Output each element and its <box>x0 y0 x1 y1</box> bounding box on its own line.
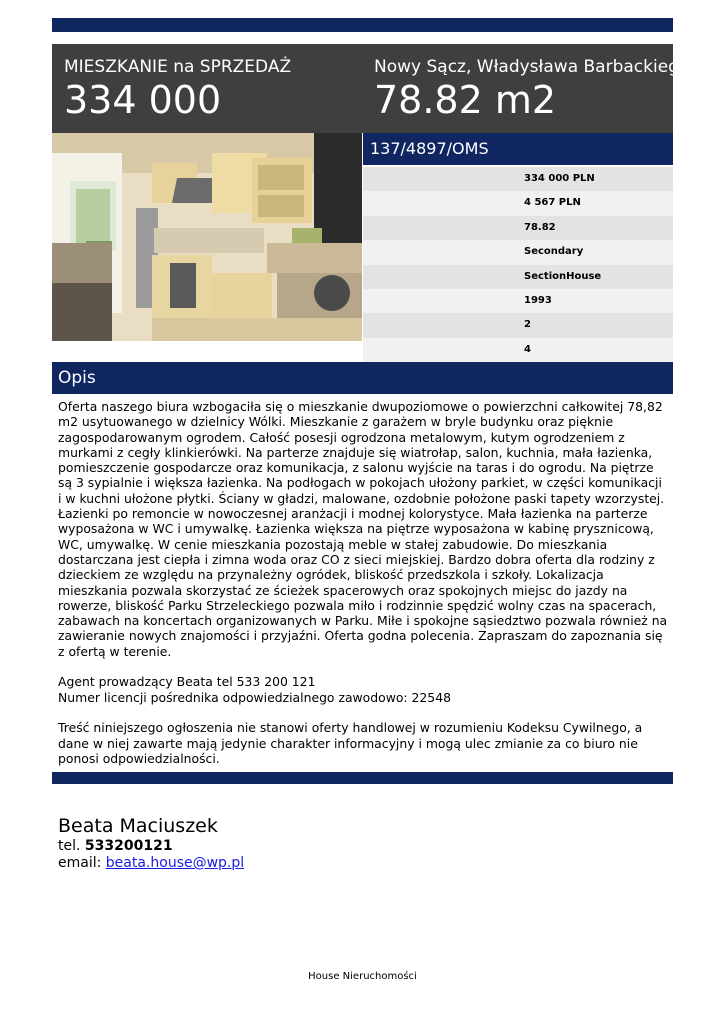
spec-price-total: 334 000 PLN <box>363 167 673 191</box>
phone-number: 533200121 <box>84 838 173 854</box>
header-left <box>64 56 291 122</box>
email-link[interactable]: beata.house@wp.pl <box>105 855 245 871</box>
spec-floors: 2 <box>363 313 673 337</box>
spec-market: Secondary <box>363 240 673 264</box>
header-right <box>374 56 689 122</box>
agent-license-paragraph: Agent prowadzący Beata tel 533 200 121 Numer licencji pośrednika odpowiedzialnego zawodowo: 22548 <box>58 674 451 705</box>
phone-label: tel. <box>58 838 81 854</box>
price-value: 334 000 <box>64 78 222 122</box>
property-photo <box>52 133 362 341</box>
spec-year-built: 1993 <box>363 289 673 313</box>
bottom-divider-bar <box>52 772 673 784</box>
email-label: email: <box>58 855 102 871</box>
spec-building-type: SectionHouse <box>363 265 673 289</box>
top-divider-bar <box>52 18 673 32</box>
spec-price-per-m2: 4 567 PLN <box>363 191 673 215</box>
agent-name: Beata Maciuszek <box>58 815 218 837</box>
spec-rooms: 4 <box>363 338 673 362</box>
listing-header <box>52 44 690 133</box>
spec-list <box>363 167 673 362</box>
reference-number: 137/4897/OMS <box>363 133 673 165</box>
area-value: 78.82 m2 <box>374 78 557 122</box>
disclaimer-paragraph: Treść niniejszego ogłoszenia nie stanowi oferty handlowej w rozumieniu Kodeksu Cywilnego, a dane w niej zawarte mają jedynie charakter informacyjny i mogą ulec zmianie za co biuro nie ponosi odpowiedzialności. <box>58 720 643 766</box>
agent-email-line <box>58 855 244 872</box>
description-paragraph: Oferta naszego biura wzbogaciła się o mieszkanie dwupoziomowe o powierzchni całkowitej 78,82 m2 usytuowanego w dzielnicy Wólki. Mieszkanie z garażem w bryle budynku oraz pięknie zagospodarowanym ogrodem. Całość posesji ogrodzona metalowym, kutym ogrodzeniem z murkami z cegły klinkierówki. Na parterze znajduje się wiatrołap, salon, kuchnia, mała łazienka, pomieszczenie gospodarcze oraz komunikacja, z salonu wyjście na taras i do ogrodu. Na piętrze są 3 sypialnie i większa łazienka. Na podłogach w pokojach ułożony parkiet, w części komunikacji i w kuchni ułożone płytki. Ściany w gładzi, malowane, ozdobnie położone paski tapety wzorzystej. Łazienki po remoncie w nowoczesnej aranżacji i modnej kolorystyce. Mała łazienka na parterze wyposażona w WC i umywalkę. Łazienka większa na piętrze wyposażona w kabinę prysznicową, WC, umywalkę. W cenie mieszkania pozostają meble w stałej zabudowie. Do mieszkania dostarczana jest ciepła i zimna woda oraz CO z sieci miejskiej. Bardzo dobra oferta dla rodziny z dzieckiem ze względu na przynależny ogródek, bliskość przedszkola i szkoły. Lokalizacja mieszkania pozwala skorzystać ze ścieżek spacerowych oraz spokojnych miejsc do jazdy na rowerze, bliskość Parku Strzeleckiego pozwala miło i rodzinnie spędzić wolny czas na spacerach, zabawach na koncertach organizowanych w Parku. Miłe i spokojne sąsiedztwo pozwala również na zawieranie nowych znajomości i przyjaźni. Oferta godna polecenia. Zapraszam do zapoznania się z ofertą w terenie. <box>58 399 668 659</box>
property-type-label: MIESZKANIE na SPRZEDAŻ <box>64 57 292 77</box>
agent-contact <box>58 814 244 872</box>
description-heading: Opis <box>52 362 673 394</box>
agent-phone-line <box>58 838 244 855</box>
description-text <box>58 399 668 781</box>
location-label: Nowy Sącz, Władysława Barbackiego <box>374 57 690 77</box>
spec-area: 78.82 <box>363 216 673 240</box>
footer-company: House Nieruchomości <box>308 971 417 982</box>
